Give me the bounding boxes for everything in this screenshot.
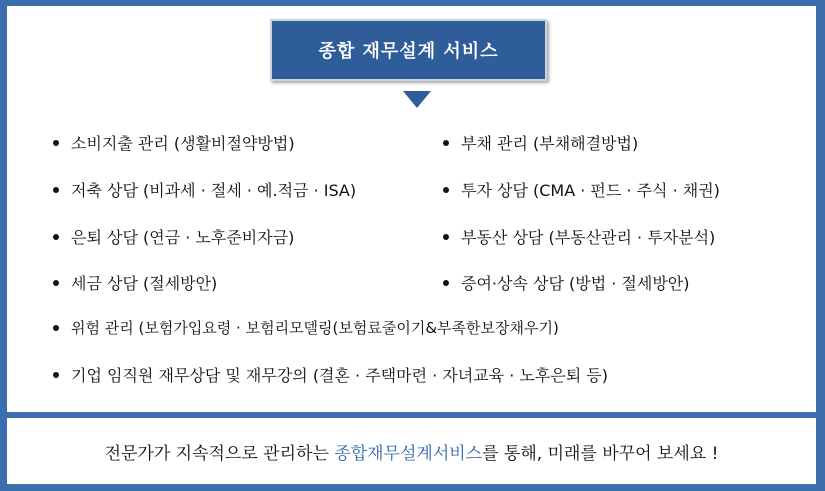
- list-item-label: 투자 상담 (CMA · 펀드 · 주식 · 채권): [461, 181, 720, 200]
- page-title: 종합 재무설계 서비스: [318, 41, 499, 62]
- footer-highlight: 종합재무설계서비스: [334, 443, 483, 464]
- list-item-corporate: [53, 363, 608, 386]
- list-item-tax: [53, 271, 217, 294]
- list-item-spending: [53, 131, 295, 154]
- title-banner: [270, 19, 547, 81]
- footer-text-after: 를 통해, 미래를 바꾸어 보세요 !: [482, 443, 719, 464]
- list-item-real-estate: [443, 225, 715, 248]
- list-item-label: 부채 관리 (부채해결방법): [461, 134, 639, 153]
- list-item-label: 소비지출 관리 (생활비절약방법): [71, 134, 295, 153]
- bullet-icon: [53, 372, 59, 378]
- list-item-label: 저축 상담 (비과세 · 절세 · 예.적금 · ISA): [71, 181, 357, 200]
- bullet-icon: [443, 187, 449, 193]
- list-item-label: 증여·상속 상담 (방법 · 절세방안): [461, 274, 690, 293]
- list-item-inheritance: [443, 271, 689, 294]
- list-item-debt: [443, 131, 638, 154]
- bullet-icon: [53, 234, 59, 240]
- list-item-label: 위험 관리 (보험가입요령 · 보험리모델링(보험료줄이기&부족한보장채우기): [71, 319, 559, 337]
- list-item-risk: [53, 317, 559, 338]
- bullet-icon: [53, 187, 59, 193]
- footer-banner: [7, 418, 816, 484]
- list-item-savings: [53, 178, 356, 201]
- list-item-label: 부동산 상담 (부동산관리 · 투자분석): [461, 228, 716, 247]
- list-item-label: 은퇴 상담 (연금 · 노후준비자금): [71, 228, 295, 247]
- list-item-label: 세금 상담 (절세방안): [71, 274, 218, 293]
- bullet-icon: [53, 140, 59, 146]
- bullet-icon: [53, 280, 59, 286]
- list-item-retirement: [53, 225, 294, 248]
- bullet-icon: [53, 325, 59, 331]
- list-item-investment: [443, 178, 720, 201]
- title-pointer-arrow: [403, 91, 431, 108]
- footer-text-before: 전문가가 지속적으로 관리하는: [104, 443, 335, 464]
- bullet-icon: [443, 140, 449, 146]
- bullet-icon: [443, 234, 449, 240]
- services-panel: [7, 6, 816, 412]
- bullet-icon: [443, 280, 449, 286]
- list-item-label: 기업 임직원 재무상담 및 재무강의 (결혼 · 주택마련 · 자녀교육 · 노후은퇴 등): [71, 366, 608, 385]
